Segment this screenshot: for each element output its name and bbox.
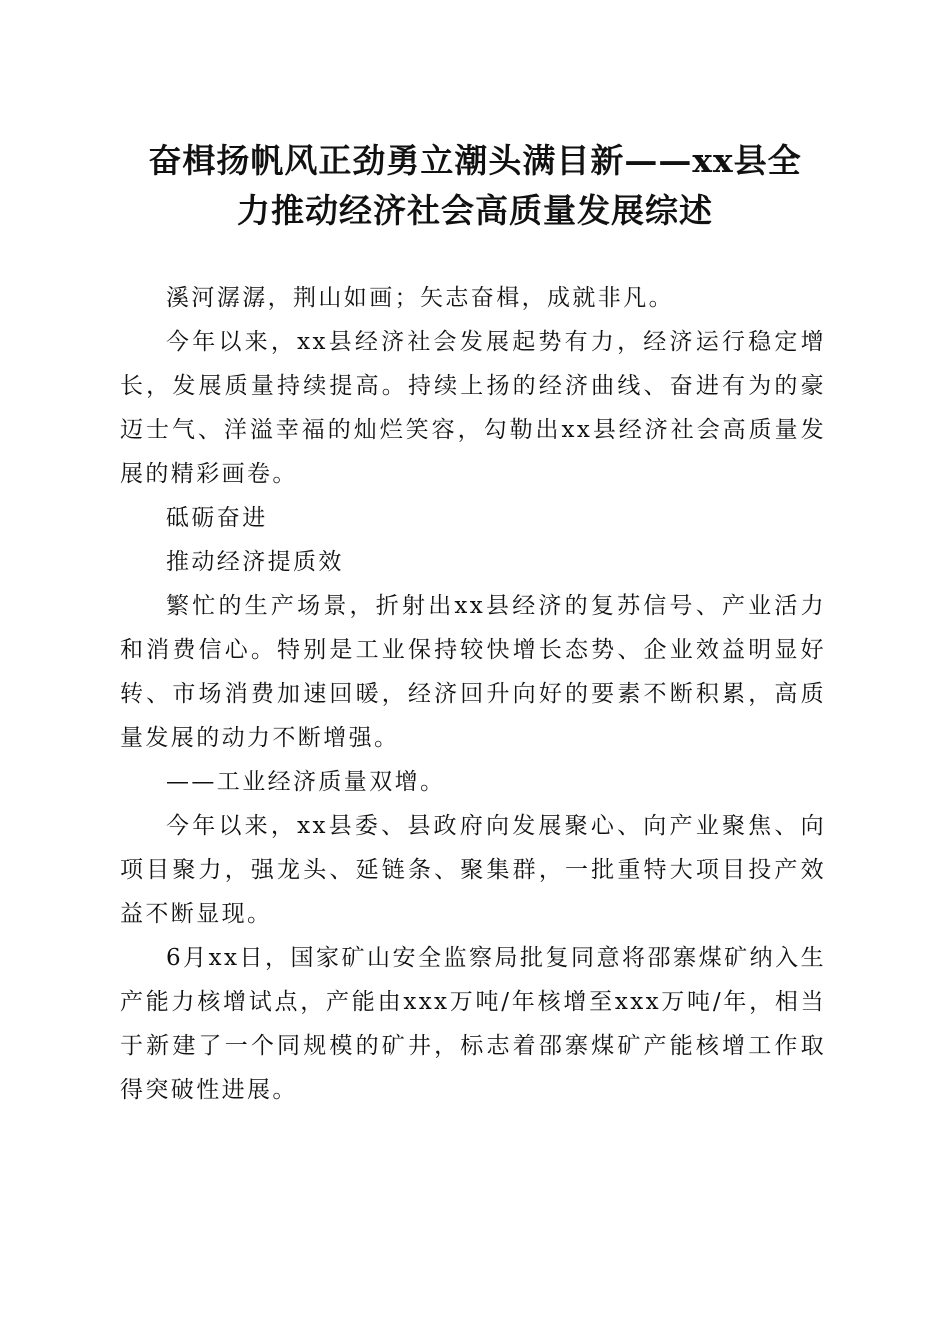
document-title	[110, 136, 840, 236]
title-line-2: 力推动经济社会高质量发展综述	[237, 191, 713, 230]
subsection-heading: ——工业经济质量双增。	[166, 769, 446, 795]
document-body	[120, 276, 826, 1112]
paragraph-intro: 溪河潺潺，荆山如画；矢志奋楫，成就非凡。	[166, 285, 674, 311]
title-line-1: 奋楫扬帆风正劲勇立潮头满目新——xx县全	[148, 141, 802, 180]
section-heading: 砥砺奋进	[166, 505, 268, 531]
paragraph-production: 繁忙的生产场景，折射出xx县经济的复苏信号、产业活力和消费信心。特别是工业保持较快增长态势、企业效益明显好转、市场消费加速回暖，经济回升向好的要素不断积累，高质量发展的动力不断增强。	[120, 593, 826, 751]
paragraph-industry: 今年以来，xx县委、县政府向发展聚心、向产业聚焦、向项目聚力，强龙头、延链条、聚集群，一批重特大项目投产效益不断显现。	[120, 813, 826, 927]
section-subheading: 推动经济提质效	[166, 549, 344, 575]
paragraph-coal-mine: 6月xx日，国家矿山安全监察局批复同意将邵寨煤矿纳入生产能力核增试点，产能由xxx万吨/年核增至xxx万吨/年，相当于新建了一个同规模的矿井，标志着邵寨煤矿产能核增工作取得突破性进展。	[120, 945, 826, 1103]
paragraph-overview: 今年以来，xx县经济社会发展起势有力，经济运行稳定增长，发展质量持续提高。持续上扬的经济曲线、奋进有为的豪迈士气、洋溢幸福的灿烂笑容，勾勒出xx县经济社会高质量发展的精彩画卷。	[120, 329, 826, 487]
